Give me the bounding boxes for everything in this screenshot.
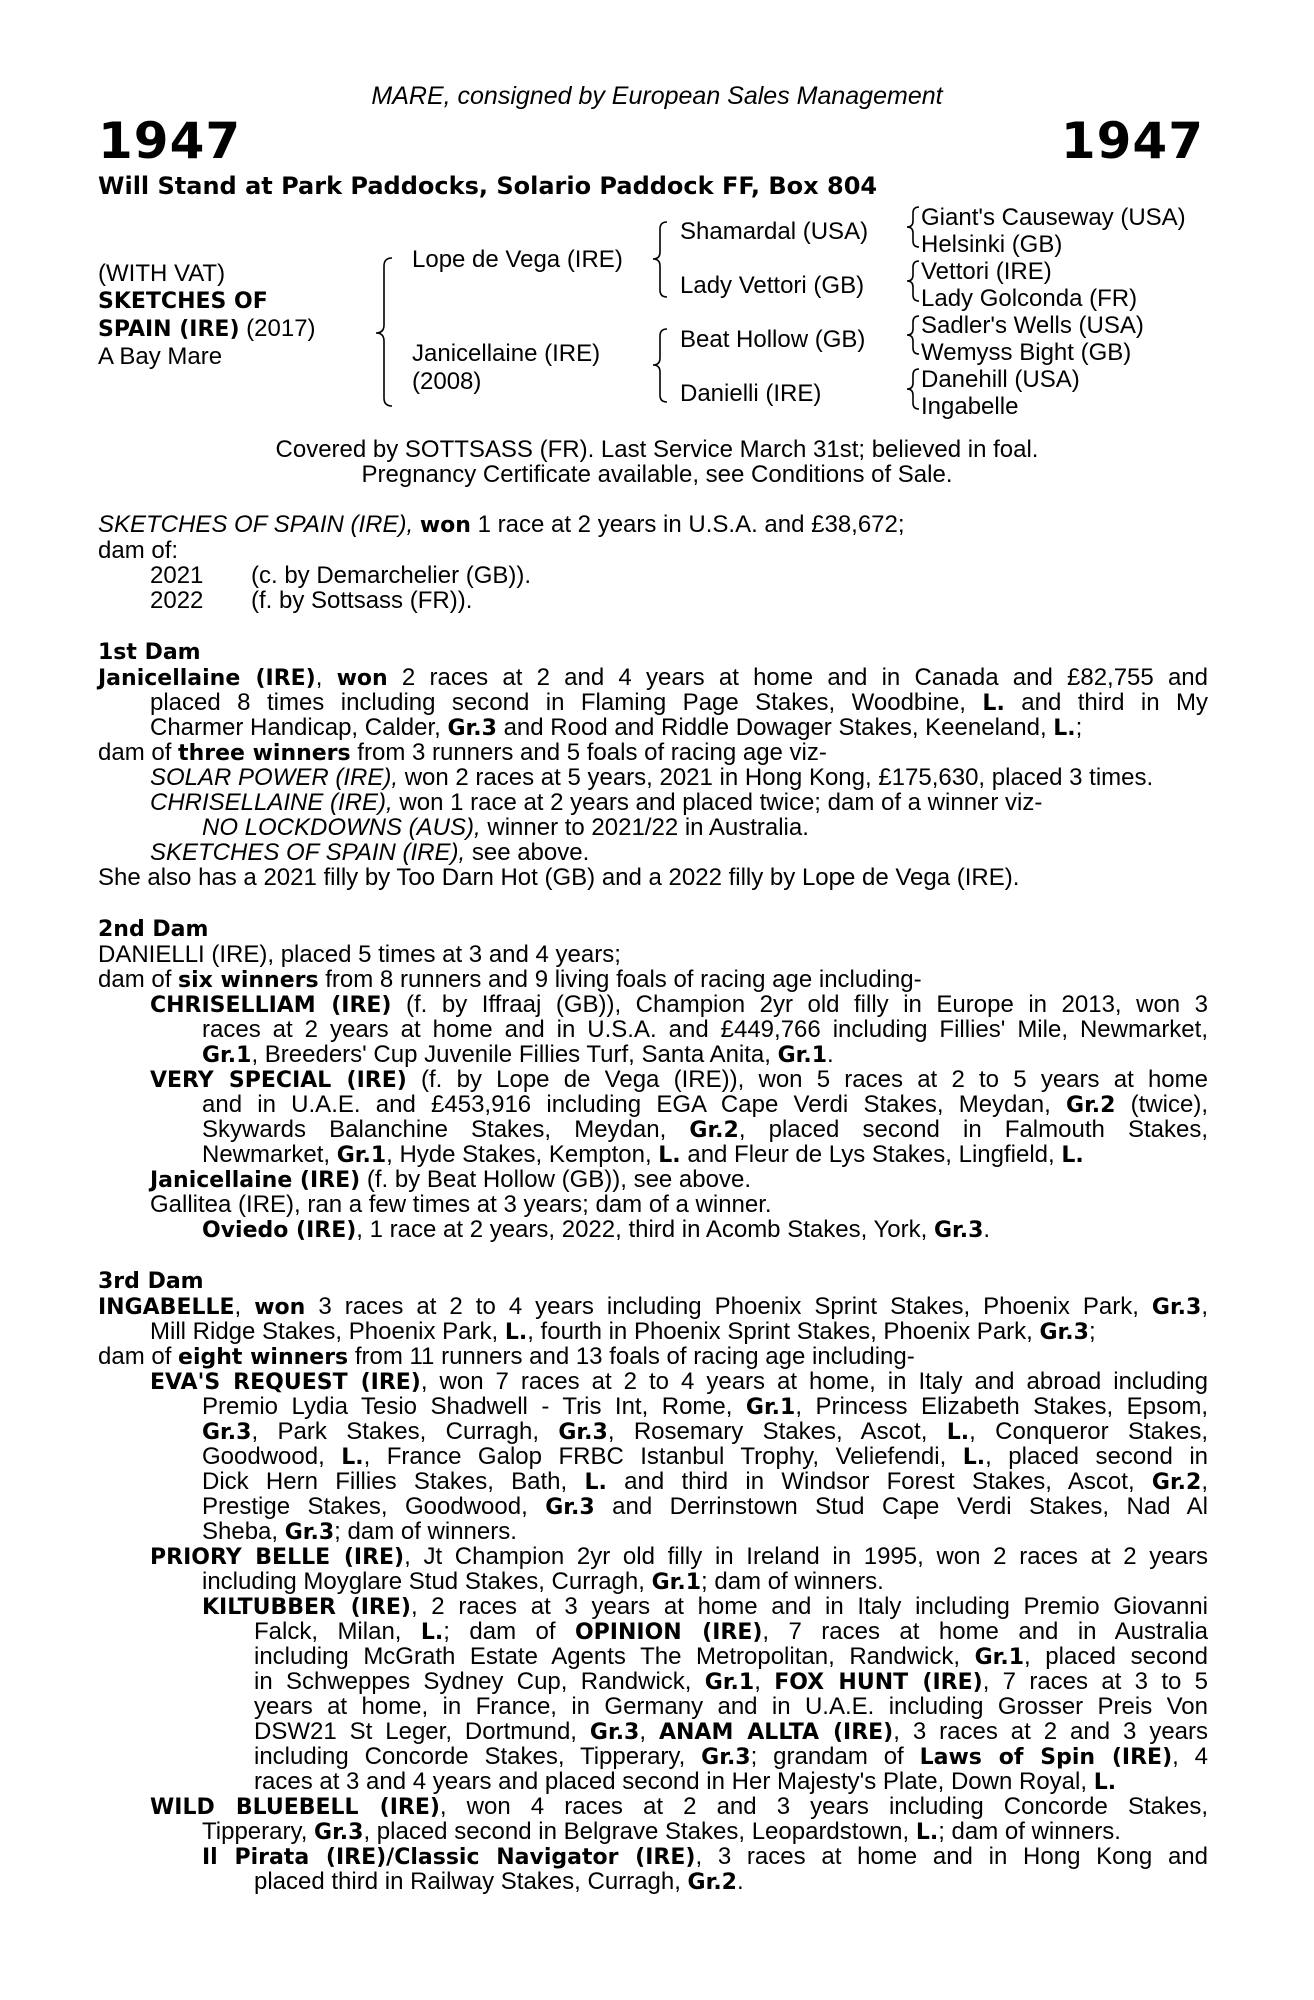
t: Premio Lydia Tesio Shadwell - Tris Int, Rome,: [202, 1393, 746, 1420]
t: (f. by Lope de Vega (IRE)), won 5 races at 2 to 5 years at home: [406, 1066, 1208, 1093]
listed-label: L.: [341, 1445, 364, 1470]
consignor-line: MARE, consigned by European Sales Management: [371, 82, 943, 110]
group-label: Gr.3: [933, 1218, 984, 1243]
t: SOLAR POWER (IRE),: [150, 764, 399, 791]
t: 3 races at 2 to 4 years including Phoenix Sprint Stakes, Phoenix Park,: [305, 1293, 1152, 1320]
vat-label: (WITH VAT): [98, 260, 226, 287]
first-dam-name: Janicellaine (IRE): [98, 666, 316, 691]
kiltubber-line5: years at home, in France, in Germany and in U.A.E. including Grosser Preis Von: [254, 1693, 1208, 1720]
group-label: Gr.2: [689, 1118, 739, 1143]
produce-text-2022: (f. by Sottsass (FR)).: [251, 587, 473, 614]
group-label: Gr.2: [1066, 1093, 1116, 1118]
t: , fourth in Phoenix Sprint Stakes, Phoenix Park,: [527, 1318, 1040, 1345]
t: (f. by Iffraaj (GB)), Champion 2yr old filly in Europe in 2013, won 3: [391, 991, 1209, 1018]
t: .: [983, 1216, 991, 1243]
t: races at 3 and 4 years and placed second in Her Majesty's Plate, Down Royal,: [254, 1768, 1094, 1795]
winners-count: eight winners: [178, 1345, 349, 1370]
very-special-line2: [202, 1092, 1208, 1119]
wild-bluebell-line1: [150, 1794, 1208, 1821]
t: dam of: [98, 739, 179, 766]
listed-label: L.: [982, 691, 1005, 716]
t: , placed second: [1024, 1643, 1208, 1670]
brace-ggp2: [907, 261, 919, 301]
dam-dam: Danielli (IRE): [680, 380, 822, 407]
evas-request-line5: [202, 1469, 1208, 1496]
dam-sire: Beat Hollow (GB): [680, 326, 866, 353]
second-dam-heading: 2nd Dam: [98, 917, 209, 942]
listed-label: L.: [1093, 1770, 1117, 1795]
t: placed 8 times including second in Flaming Page Stakes, Woodbine,: [150, 689, 983, 716]
t: ,: [754, 1668, 775, 1695]
first-dam-progeny-4: [150, 840, 589, 866]
second-dam-line1: DANIELLI (IRE), placed 5 times at 3 and 4 years;: [98, 941, 621, 968]
group-label: Gr.3: [558, 1420, 608, 1445]
mare-name-line2: SPAIN (IRE): [98, 317, 240, 342]
t: , Jt Champion 2yr old filly in Ireland in 1995, won 2 races at 2 years: [404, 1543, 1208, 1570]
evas-request-line6: [202, 1494, 1208, 1521]
t: and in U.A.E. and £453,916 including EGA Cape Verdi Stakes, Meydan,: [202, 1091, 1067, 1118]
t: , won 4 races at 2 and 3 years including Concorde Stakes,: [439, 1793, 1208, 1820]
t: OPINION (IRE): [574, 1620, 763, 1645]
listed-label: L.: [584, 1470, 607, 1495]
t: Tipperary,: [202, 1818, 315, 1845]
won-label: won: [419, 513, 471, 538]
t: FOX HUNT (IRE): [774, 1670, 983, 1695]
evas-request-line3: [202, 1419, 1208, 1446]
t: , Hyde Stakes, Kempton,: [386, 1141, 659, 1168]
kiltubber-line4: [254, 1669, 1208, 1696]
t: , France Galop FRBC Istanbul Trophy, Veliefendi,: [363, 1443, 963, 1470]
t: Janicellaine (IRE): [150, 1168, 361, 1193]
produce-year-2022: 2022: [150, 587, 204, 614]
t: , won 7 races at 2 to 4 years at home, in Italy and abroad including: [420, 1368, 1208, 1395]
t: Prestige Stakes, Goodwood,: [202, 1493, 546, 1520]
sire-dam: Lady Vettori (GB): [680, 272, 865, 299]
first-dam-heading: 1st Dam: [98, 640, 201, 665]
kiltubber-line7: [254, 1744, 1208, 1771]
t: Dick Hern Fillies Stakes, Bath,: [202, 1468, 585, 1495]
listed-label: L.: [504, 1320, 528, 1345]
t: ,: [1201, 1293, 1208, 1320]
group-label: Gr.3: [284, 1520, 335, 1545]
listed-label: L.: [658, 1143, 681, 1168]
t: and Rood and Riddle Dowager Stakes, Keeneland,: [496, 714, 1054, 741]
ggp-3: Vettori (IRE): [921, 258, 1052, 285]
t: from 3 runners and 5 foals of racing age viz-: [350, 739, 827, 766]
listed-label: L.: [1061, 1143, 1084, 1168]
t: , 7 races at home and in Australia: [762, 1618, 1208, 1645]
t: dam of: [98, 966, 179, 993]
t: WILD BLUEBELL (IRE): [150, 1795, 440, 1820]
evas-request-line4: [202, 1444, 1208, 1471]
ggp-2: Helsinki (GB): [921, 231, 1063, 258]
group-label: Gr.3: [589, 1720, 640, 1745]
kiltubber-line3: [254, 1644, 1208, 1671]
t: from 11 runners and 13 foals of racing age including-: [348, 1343, 915, 1370]
first-dam-line1: Janicellaine (IRE), won 2 races at 2 and 4 years at home and in Canada and £82,755 and: [98, 664, 1209, 691]
produce-text-2021: (c. by Demarchelier (GB)).: [251, 562, 532, 589]
t: INGABELLE: [98, 1295, 235, 1320]
first-dam-line2: [150, 690, 1208, 717]
priory-belle-line2: [202, 1569, 884, 1596]
group-label: Gr.1: [202, 1043, 252, 1068]
kiltubber-line6: [254, 1719, 1208, 1746]
gallitea-line: Gallitea (IRE), ran a few times at 3 years; dam of a winner.: [150, 1191, 772, 1218]
t: in Schweppes Sydney Cup, Randwick,: [254, 1668, 705, 1695]
won-label: won: [336, 666, 388, 691]
first-dam-line4: [98, 740, 827, 767]
t: CHRISELLAINE (IRE),: [150, 789, 393, 816]
mare-record-line: [98, 512, 905, 539]
brace-dam: [653, 329, 667, 402]
listed-label: L.: [946, 1420, 970, 1445]
il-pirata-line2: [254, 1869, 744, 1896]
brace-sire: [653, 222, 667, 297]
group-label: Gr.3: [545, 1495, 595, 1520]
t: ; grandam of: [750, 1743, 920, 1770]
first-dam-l1-rest: 2 races at 2 and 4 years at home and in Canada and £82,755 and: [387, 664, 1209, 691]
ggp-4: Lady Golconda (FR): [921, 285, 1138, 312]
listed-label: L.: [915, 1820, 939, 1845]
sire-sire: Shamardal (USA): [680, 218, 869, 245]
mare-record-name: SKETCHES OF SPAIN (IRE),: [98, 511, 414, 538]
t: including McGrath Estate Agents The Metropolitan, Randwick,: [254, 1643, 975, 1670]
t: including Concorde Stakes, Tipperary,: [254, 1743, 702, 1770]
kiltubber-line2: [254, 1619, 1208, 1646]
brace-ggp4: [907, 369, 919, 409]
t: from 8 runners and 9 living foals of racing age including-: [318, 966, 922, 993]
t: , 3 races at 2 and 3 years: [893, 1718, 1209, 1745]
group-label: Gr.3: [202, 1420, 252, 1445]
chriselliam-line2: races at 2 years at home and in U.S.A. and £449,766 including Fillies' Mile, Newmarket,: [202, 1016, 1208, 1043]
group-label: Gr.1: [974, 1645, 1025, 1670]
janicellaine-line: [150, 1167, 751, 1194]
first-dam-progeny-3: [202, 815, 809, 841]
t: Skywards Balanchine Stakes, Meydan,: [202, 1116, 690, 1143]
t: ,: [1201, 1468, 1209, 1495]
first-dam-progeny-1: [150, 765, 1153, 791]
group-label: Gr.1: [745, 1395, 796, 1420]
kiltubber-line1: [202, 1594, 1208, 1621]
stand-location: Will Stand at Park Paddocks, Solario Paddock FF, Box 804: [98, 172, 878, 200]
first-dam-also: She also has a 2021 filly by Too Darn Hot (GB) and a 2022 filly by Lope de Vega (IRE).: [98, 864, 1020, 891]
t: , 4: [1172, 1743, 1209, 1770]
mare-description: A Bay Mare: [98, 343, 223, 370]
chriselliam-line3: [202, 1042, 834, 1069]
t: Laws of Spin (IRE): [919, 1745, 1173, 1770]
third-dam-line3: [98, 1344, 915, 1371]
mare-name-line1: SKETCHES OF: [98, 289, 268, 314]
t: SKETCHES OF SPAIN (IRE),: [150, 839, 466, 866]
ggp-6: Wemyss Bight (GB): [921, 339, 1132, 366]
listed-label: L.: [962, 1445, 986, 1470]
t: (twice),: [1115, 1091, 1209, 1118]
t: PRIORY BELLE (IRE): [150, 1545, 405, 1570]
t: , Rosemary Stakes, Ascot,: [607, 1418, 947, 1445]
t: , placed second in: [985, 1443, 1209, 1470]
priory-belle-line1: [150, 1544, 1208, 1571]
t: ,: [639, 1718, 659, 1745]
group-label: Gr.1: [336, 1143, 387, 1168]
t: and third in My: [1004, 689, 1208, 716]
group-label: Gr.1: [704, 1670, 755, 1695]
t: Goodwood,: [202, 1443, 342, 1470]
t: won 2 races at 5 years, 2021 in Hong Kong, £175,630, placed 3 times.: [398, 764, 1154, 791]
t: .: [736, 1868, 744, 1895]
t: Newmarket,: [202, 1141, 337, 1168]
ggp-7: Danehill (USA): [921, 366, 1080, 393]
t: , placed second in Falmouth Stakes,: [738, 1116, 1209, 1143]
t: placed third in Railway Stakes, Curragh,: [254, 1868, 688, 1895]
group-label: Gr.3: [1151, 1295, 1202, 1320]
t: (f. by Beat Hollow (GB)), see above.: [360, 1166, 751, 1193]
t: dam of: [98, 1343, 179, 1370]
t: DSW21 St Leger, Dortmund,: [254, 1718, 590, 1745]
third-dam-line1: INGABELLE, won 3 races at 2 to 4 years including Phoenix Sprint Stakes, Phoenix Park, Gr.3,: [98, 1293, 1208, 1320]
t: and third in Windsor Forest Stakes, Ascot,: [606, 1468, 1152, 1495]
t: , placed second in Belgrave Stakes, Leopardstown,: [363, 1818, 916, 1845]
t: KILTUBBER (IRE): [202, 1595, 411, 1620]
t: Charmer Handicap, Calder,: [150, 714, 448, 741]
t: .: [827, 1041, 834, 1068]
group-label: Gr.2: [1151, 1470, 1202, 1495]
t: including Moyglare Stud Stakes, Curragh,: [202, 1568, 652, 1595]
t: ; dam of: [443, 1618, 575, 1645]
covered-line2: Pregnancy Certificate available, see Conditions of Sale.: [361, 461, 953, 488]
mare-year: (2017): [239, 315, 316, 342]
second-dam-line2: [98, 967, 922, 994]
t: Falck, Milan,: [254, 1618, 421, 1645]
very-special-line1: [150, 1067, 1208, 1094]
group-label: Gr.1: [777, 1043, 828, 1068]
t: NO LOCKDOWNS (AUS),: [202, 814, 481, 841]
t: , 7 races at 3 to 5: [982, 1668, 1208, 1695]
ggp-1: Giant's Causeway (USA): [921, 204, 1186, 231]
t: Oviedo (IRE): [202, 1218, 357, 1243]
winners-count: three winners: [178, 741, 351, 766]
group-label: Gr.3: [1039, 1320, 1089, 1345]
listed-label: L.: [1053, 716, 1076, 741]
t: ;: [1088, 1318, 1096, 1345]
t: winner to 2021/22 in Australia.: [480, 814, 809, 841]
produce-year-2021: 2021: [150, 562, 204, 589]
ggp-5: Sadler's Wells (USA): [921, 312, 1144, 339]
t: CHRISELLIAM (IRE): [150, 993, 392, 1018]
t: , 2 races at 3 years at home and in Italy including Premio Giovanni: [410, 1593, 1208, 1620]
chriselliam-line1: [150, 992, 1208, 1019]
t: and Fleur de Lys Stakes, Lingfield,: [680, 1141, 1062, 1168]
dam-year: (2008): [412, 368, 482, 395]
t: EVA'S REQUEST (IRE): [150, 1370, 421, 1395]
group-label: Gr.3: [314, 1820, 364, 1845]
t: , Park Stakes, Curragh,: [251, 1418, 559, 1445]
t: , Breeders' Cup Juvenile Fillies Turf, Santa Anita,: [251, 1041, 778, 1068]
t: see above.: [465, 839, 590, 866]
evas-request-line7: [202, 1519, 517, 1546]
evas-request-line2: [202, 1394, 1208, 1421]
t: , 3 races at home and in Hong Kong and: [695, 1843, 1208, 1870]
dam-of-label: dam of:: [98, 537, 179, 564]
brace-ggp1: [907, 207, 919, 247]
very-special-line3: [202, 1117, 1208, 1144]
first-dam-progeny-2: [150, 790, 1042, 816]
t: won 1 race at 2 years and placed twice; dam of a winner viz-: [392, 789, 1043, 816]
oviedo-line: [202, 1217, 990, 1244]
first-dam-line3: [150, 715, 1082, 742]
lot-number-left: 1947: [98, 112, 242, 170]
t: , Princess Elizabeth Stakes, Epsom,: [795, 1393, 1209, 1420]
brace-ggp3: [907, 316, 919, 354]
won-label: won: [254, 1295, 306, 1320]
il-pirata-line1: [202, 1844, 1208, 1871]
dam-name: Janicellaine (IRE): [412, 340, 601, 367]
t: , 1 race at 2 years, 2022, third in Acomb Stakes, York,: [356, 1216, 934, 1243]
lot-number-right: 1947: [1060, 112, 1204, 170]
listed-label: L.: [420, 1620, 444, 1645]
evas-request-line1: [150, 1369, 1208, 1396]
kiltubber-line8: [254, 1769, 1116, 1796]
t: ; dam of winners.: [701, 1568, 884, 1595]
group-label: Gr.3: [701, 1745, 751, 1770]
mare-record-rest: 1 race at 2 years in U.S.A. and £38,672;: [470, 511, 905, 538]
brace-main: [376, 258, 392, 406]
t: ; dam of winners.: [938, 1818, 1121, 1845]
third-dam-line2: [150, 1319, 1096, 1346]
wild-bluebell-line2: [202, 1819, 1121, 1846]
t: Mill Ridge Stakes, Phoenix Park,: [150, 1318, 505, 1345]
t: and Derrinstown Stud Cape Verdi Stakes, Nad Al: [594, 1493, 1208, 1520]
t: ANAM ALLTA (IRE): [658, 1720, 894, 1745]
group-label: Gr.2: [687, 1870, 737, 1895]
ggp-8: Ingabelle: [921, 393, 1019, 420]
third-dam-heading: 3rd Dam: [98, 1269, 204, 1294]
sire-name: Lope de Vega (IRE): [412, 246, 623, 273]
group-label: Gr.3: [447, 716, 497, 741]
t: ; dam of winners.: [334, 1518, 517, 1545]
winners-count: six winners: [178, 968, 319, 993]
very-special-line4: [202, 1142, 1084, 1169]
t: Il Pirata (IRE)/Classic Navigator (IRE): [202, 1845, 696, 1870]
t: VERY SPECIAL (IRE): [150, 1068, 407, 1093]
t: ;: [1075, 714, 1083, 741]
covered-line1: Covered by SOTTSASS (FR). Last Service March 31st; believed in foal.: [275, 436, 1039, 463]
group-label: Gr.1: [651, 1570, 702, 1595]
t: Sheba,: [202, 1518, 285, 1545]
t: , Conqueror Stakes,: [969, 1418, 1208, 1445]
